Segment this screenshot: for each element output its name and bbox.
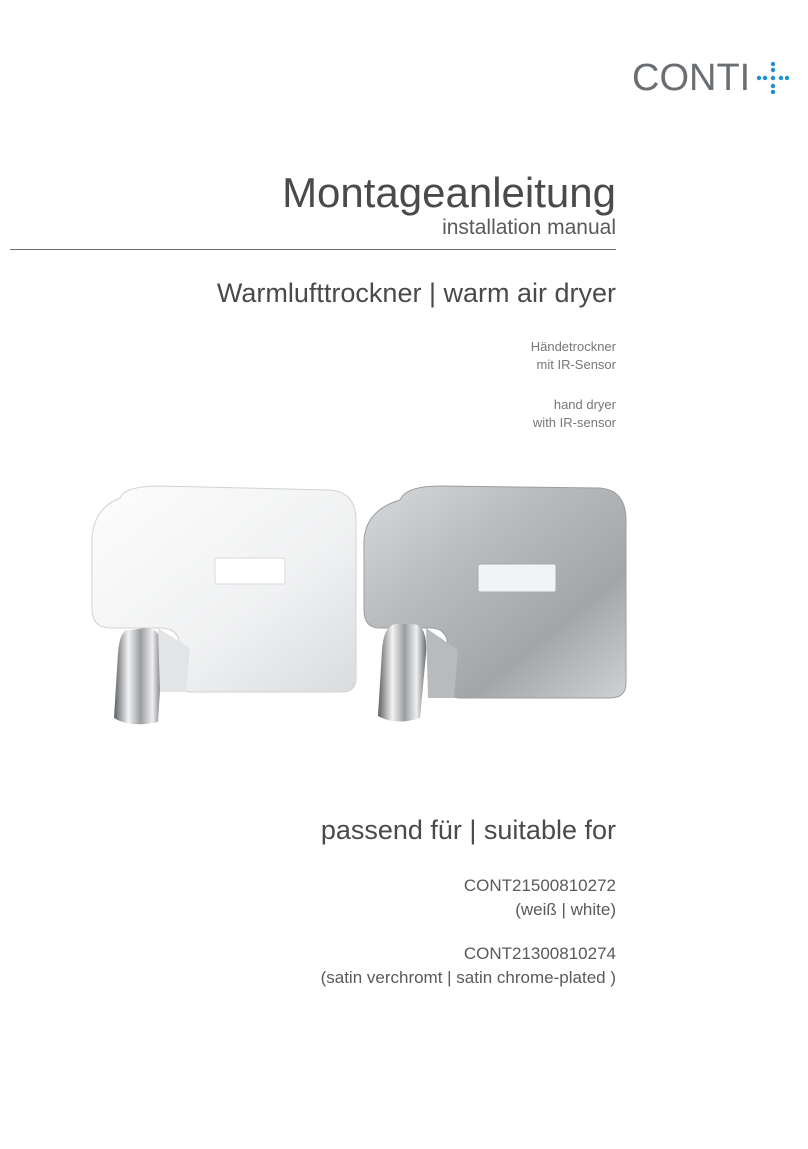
description-line: hand dryer [553,397,616,412]
hand-dryer-photo [80,478,640,728]
article-code: CONT21300810274 [463,944,616,963]
title-divider [10,249,616,250]
brand-logo [632,56,792,100]
description-english [533,396,616,432]
white-dryer [92,486,356,724]
document-subtitle: installation manual [442,216,616,239]
description-line: mit IR-Sensor [536,357,616,372]
description-line: Händetrockner [530,339,616,354]
product-name: Warmlufttrockner | warm air dryer [216,278,616,308]
description-line: with IR-sensor [532,415,616,430]
article-note: (weiß | white) [515,900,616,919]
chrome-dryer [364,486,626,722]
suitable-for-heading: passend für | suitable for [320,815,616,845]
article-code: CONT21500810272 [463,876,616,895]
document-title: Montageanleitung [282,169,616,216]
article-note: (satin verchromt | satin chrome-plated ) [320,968,616,987]
brand-name: CONTI [632,57,751,99]
description-german [531,338,616,374]
plus-dots-icon [757,62,789,94]
